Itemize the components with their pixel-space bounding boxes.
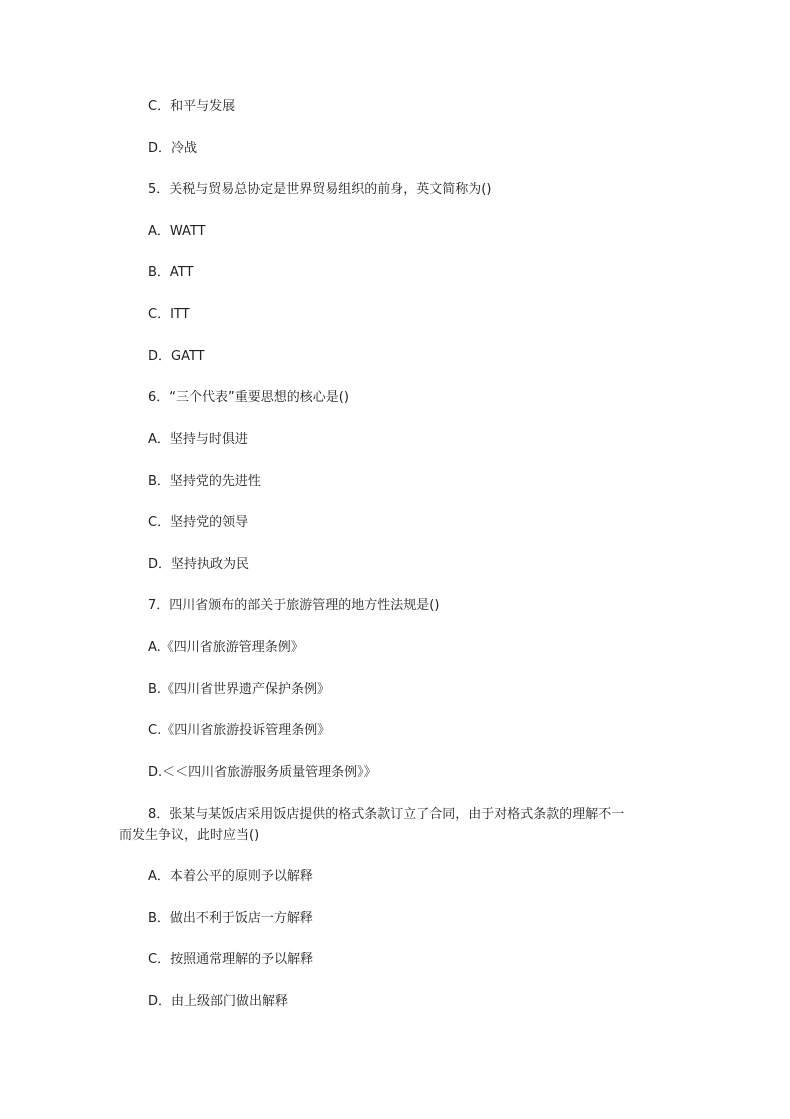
option-d-q4: D．冷战: [148, 141, 198, 156]
option-d-q6: D．坚持执政为民: [148, 557, 250, 572]
option-a-q8: A．本着公平的原则予以解释: [148, 869, 313, 884]
option-b-q6: B．坚持党的先进性: [148, 474, 261, 489]
question-7: 7．四川省颁布的部关于旅游管理的地方性法规是(): [148, 598, 440, 613]
question-8-line-2: 而发生争议，此时应当(): [119, 828, 260, 843]
option-d-q7: D.＜＜四川省旅游服务质量管理条例》》: [148, 765, 377, 780]
option-a-q6: A．坚持与时俱进: [148, 432, 248, 447]
question-5: 5．关税与贸易总协定是世界贸易组织的前身，英文简称为(): [148, 182, 492, 197]
option-b-q7: B.《四川省世界遗产保护条例》: [148, 682, 331, 697]
option-b-q5: B．ATT: [148, 265, 194, 280]
option-c-q8: C．按照通常理解的予以解释: [148, 952, 314, 967]
option-b-q8: B．做出不利于饭店一方解释: [148, 911, 313, 926]
question-6: 6．“三个代表”重要思想的核心是(): [148, 390, 349, 405]
option-c-q7: C.《四川省旅游投诉管理条例》: [148, 723, 331, 738]
question-8-line-1: 8．张某与某饭店采用饭店提供的格式条款订立了合同，由于对格式条款的理解不一: [148, 807, 625, 822]
option-c-q6: C．坚持党的领导: [148, 515, 249, 530]
option-d-q5: D．GATT: [148, 349, 205, 364]
option-a-q5: A．WATT: [148, 224, 206, 239]
option-a-q7: A.《四川省旅游管理条例》: [148, 640, 304, 655]
option-c-q5: C．ITT: [148, 307, 190, 322]
option-d-q8: D．由上级部门做出解释: [148, 994, 289, 1009]
option-c-q4: C．和平与发展: [148, 99, 236, 114]
